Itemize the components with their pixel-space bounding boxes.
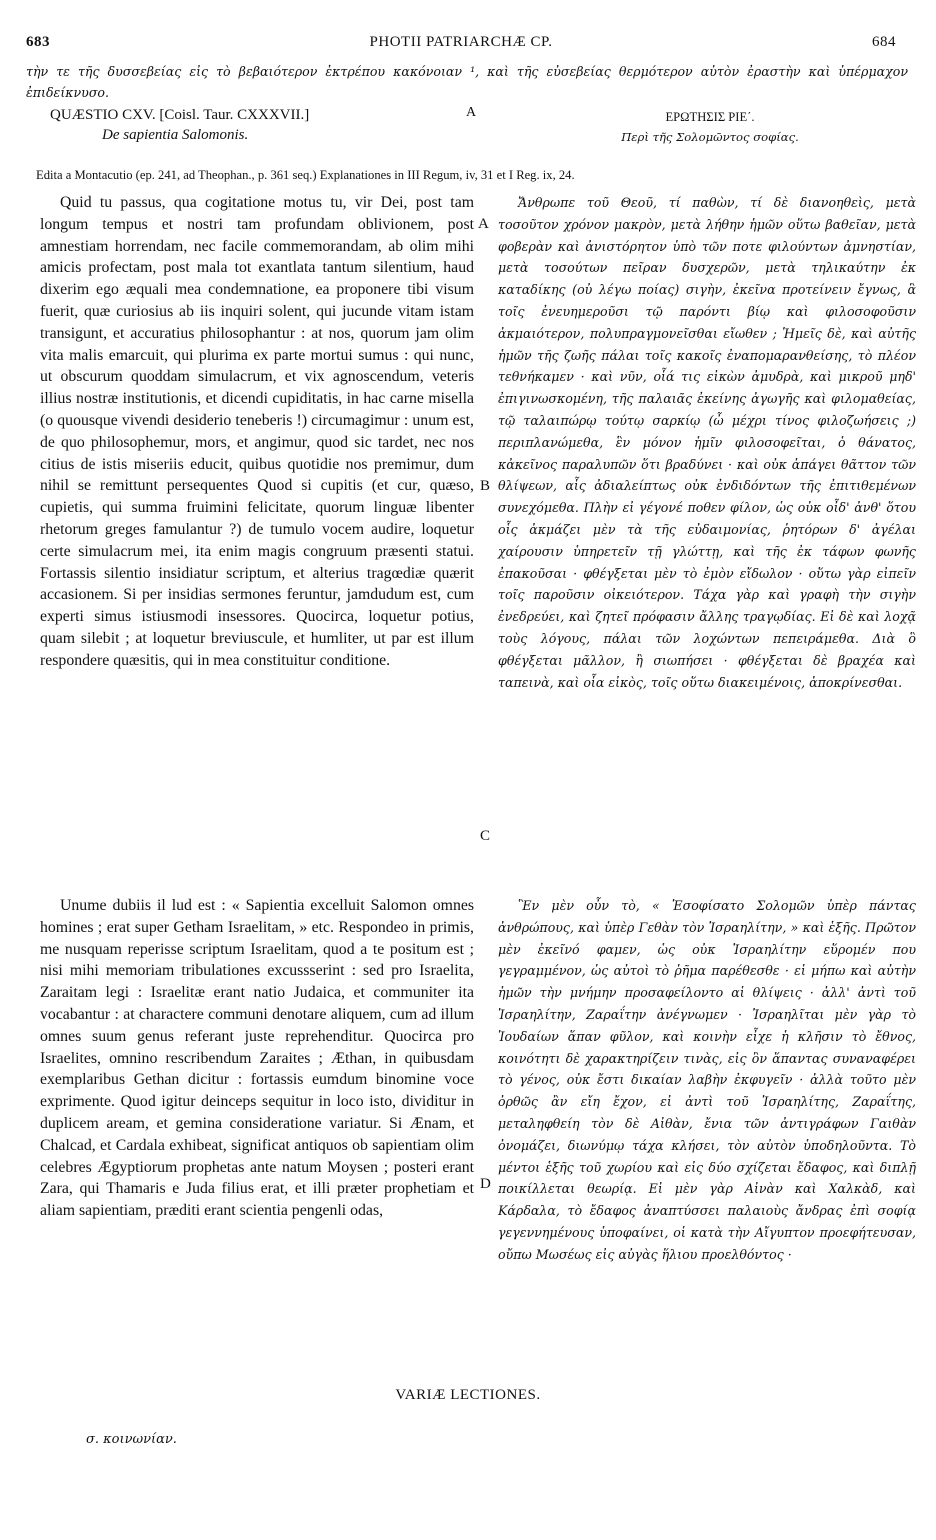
margin-letter-c: C: [480, 828, 491, 844]
greek-paragraph-1: [498, 192, 916, 693]
section-marker: A: [466, 105, 477, 120]
latin-paragraph-1: [40, 192, 474, 672]
greek-text: Ἓν μὲν οὖν τὸ, « Ἐσοφίσατο Σολομῶν ὑπὲρ πάντας ἀνθρώπους, καὶ ὑπὲρ Γεθὰν τὸν Ἰσραηλίτην, » καὶ ἑξῆς. Πρῶτον μὲν ἐκεῖνό φαμεν, ὡς οὐκ Ἰσραηλίτην εὕρομέν που γεγραμμένον, ὡς αὐτοὶ τὸ ῥῆμα παρέθεσθε · εἰ μήπω καὶ αὐτὴν ἡμῶν τὴν μνήμην προσαφείλοντο αἱ θλίψεις · ἀλλ' ἀντὶ τοῦ Ἰσραηλίτην, Ζαραΐτην ἀνέγνωμεν · Ἰσραηλῖται μὲν γὰρ τὸ Ἰουδαίων ἅπαν φῦλον, καὶ κοινὴν εἶχε ἡ κλῆσιν τὸ ἔθνος, κοινότητι δὲ χαρακτηρίζειν τινὰς, εἰς ὃν ἅπαντας συναναφέρει τὸ γένος, οὐκ ἔστι δικαίαν λαβὴν ἐκφυγεῖν · ἀλλὰ τοῦτο μὲν ὀρθῶς ἂν εἴη ἔχον, εἰ ἀντὶ τοῦ Ἰσραηλίτης, Ζαραΐτης, μεταληφθείη τὸν δὲ Αἰθὰν, ἔνια τῶν ἀντιγράφων Γαιθὰν ὀνομάζει, διωνύμῳ τάχα κλήσει, τὸν αὐτὸν ὑποδηλοῦντα. Τὸ μέντοι ἑξῆς τοῦ χωρίου καὶ εἰς δύο σχίζεται ἔδαφος, καὶ διπλῇ ποικίλλεται θεωρίᾳ. Εἰ μὲν γὰρ Αἰνὰν καὶ Χαλκὰδ, καὶ Κάρδαλα, τὸ ἔδαφος ἀναπτύσσει παλαιοὺς ἄνδρας ἐπὶ σοφίᾳ γεγεννημένους ὑποφαίνει, οἱ κατὰ τὴν Αἴγυπτον προεφήτευσαν, οὔπω Μωσέως εἰς αὐγὰς ἥλιου προελθόντος ·: [498, 898, 916, 1262]
greek-question-subtitle: Περὶ τῆς Σολομῶντος σοφίας.: [621, 130, 799, 144]
latin-paragraph-2: [40, 895, 474, 1222]
latin-question-subtitle: De sapientia Salomonis.: [102, 127, 249, 143]
latin-question-heading: [50, 105, 309, 145]
page-number-left: 683: [26, 34, 50, 50]
greek-continuation: τὴν τε τῆς δυσσεβείας εἰς τὸ βεβαιότερον ἐκτρέπου κακόνοιαν ¹, καὶ τῆς εὐσεβείας θερμότερον αὐτὸν ἐραστὴν καὶ ὑπέρμαχον ἐπιδείκνυσο.: [26, 64, 908, 100]
running-head: [26, 34, 896, 58]
edition-note: Edita a Montacutio (ep. 241, ad Theophan., p. 361 seq.) Explanationes in III Regum, iv, 31 et I Reg. ix, 24.: [36, 168, 575, 182]
variae-lectiones-heading: VARIÆ LECTIONES.: [395, 1387, 541, 1403]
running-title: PHOTII PATRIARCHÆ CP.: [369, 34, 553, 50]
latin-text: Quid tu passus, qua cogitatione motus tu, vir Dei, post tam longum tempus et nostri tam profundam oblivionem, post amnestiam horrendam, nec facile commemorandam, ab olim mihi amicis profectam, post mala tot exantlata tantum silentium, haud dixerim ego æquali mea condemnatione, ea proponere tibi visum fuerit, quæ curiosius ab iis inquiri solent, qui jucunde vitam istam transigunt, et accuratius philosophantur : at nos, quorum jam olim vita malis emarcuit, qui plurima ex parte mortui sumus : qui nunc, ut obscurum quoddam simulacrum, et vix agnoscendum, veteris illius nostræ institutionis, et dicendi cupiditatis, in hac carne misella (o quousque vivendi desiderio teneberis !) circumagimur : unum est, de quo philosophemur, mors, et angimur, quod sic tardet, nec nos citius de istis miseriis educit, quibus quotidie nos premimur, dum nihil se remittunt persequentes Quod si cupitis (et cur, quæso, cupietis, qui summa fruimini felicitate, quorum linguæ libenter rhetorum greges famulantur ?) de tumulo vocem audire, loquetur certe simulacrum mei, ita enim magis congruum præsenti statui. Fortassis silentio insidiatur scriptum, et alterius tragœdiæ quærit accasionem. Si per insidias sermones feruntur, jamdudum est, cum experti simus istiusmodi insessores. Quocirca, loquetur potius, quam silebit ; at loquetur breviuscule, et humliter, ut par est illum respondere quæsitis, qui in mea constituitur conditione.: [40, 194, 474, 669]
margin-letter-b: B: [480, 478, 491, 494]
margin-letter-a: A: [478, 216, 489, 232]
greek-paragraph-2: [498, 895, 916, 1266]
greek-text: Ἄνθρωπε τοῦ Θεοῦ, τί παθὼν, τί δὲ διανοηθεὶς, μετὰ τοσοῦτον χρόνον μακρὸν, μετὰ λήθην ἡμῶν οὕτω βαθεῖαν, μετὰ φοβερὰν καὶ ἀνιστόρητον ὑπὸ τῶν ποτε φιλούντων ἀμνηστίαν, μετὰ τοσούτων πεῖραν δυσχερῶν, μετὰ τηλικαύτην ἐκ καταδίκης (οὐ λέγω ποίας) σιγὴν, ἐκεῖνα προτείνειν ἔγνως, ἃ τοῖς ἐνευημεροῦσι τῷ παρόντι βίῳ καὶ φιλοσοφοῦσιν ἀκμαιότερον, πολυπραγμονεῖσθαι εἴωθεν ; Ἡμεῖς δὲ, καὶ αὐτῆς ἡμῶν τῆς ζωῆς πάλαι τοῖς κακοῖς ἐναπομαρανθείσης, τὸ πλέον τεθνήκαμεν · καὶ νῦν, οἷά τις εἰκὼν ἀμυδρὰ, καὶ μικροῦ μηδ' ἐπιγινωσκομένη, τῆς παλαιᾶς ἐκείνης ἀγωγῆς καὶ φιλομαθείας, τῷ ταλαιπώρῳ τούτῳ σαρκίῳ (ὦ μέχρι τίνος φιλοζωήσεις ;) περιπλανώμεθα, ἓν μόνον ἡμῖν φιλοσοφεῖται, ὁ θάνατος, κἀκεῖνος παραλυπῶν ὅτι βραδύνει · καὶ οὐκ ἀπάγει θᾶττον τῶν θλίψεων, αἷς ἀδιαλείπτως οὐκ ἐνδιδόντων τῆς ἐπιτιθεμένων συνεχόμεθα. Πλὴν εἰ γέγονέ ποθεν φίλον, ὡς οὐκ οἶδ' ἀνθ' ὅτου οἷς ἀκμάζει μὲν τὰ τῆς εὐδαιμονίας, ῥητόρων δ' ἀγέλαι χαίρουσιν ὑπηρετεῖν τῇ γλώττῃ, καὶ τῆς ἐκ τάφων φωνῆς ἐπακοῦσαι · φθέγξεται μὲν τὸ ἐμὸν εἴδωλον · οὕτω γὰρ εἰπεῖν τοῖς παροῦσιν οἰκειότερον. Τάχα γὰρ καὶ γραφὴ τὴν σιγὴν ἐνεδρεύει, καὶ ζητεῖ πρόφασιν ἄλλης τραγῳδίας. Εἰ δὲ καὶ λοχᾷ τοὺς λόγους, πάλαι τῶν λοχώντων πεπειράμεθα. Διὰ ὃ φθέγξεται μᾶλλον, ἢ σιωπήσει · φθέγξεται δὲ βραχέα καὶ ταπεινὰ, καὶ οἷα εἰκὸς, τοῖς οὕτω διακειμένοις, ἀποκρίνεσθαι.: [498, 195, 916, 690]
latin-question-title: QUÆSTIO CXV. [Coisl. Taur. CXXXVII.]: [50, 107, 310, 123]
margin-letter-d: D: [480, 1176, 491, 1192]
variant-reading-note: σ. κοινωνίαν.: [86, 1432, 177, 1447]
latin-text: Unume dubiis il lud est : « Sapientia excelluit Salomon omnes homines ; erat super Getham Israelitam, » etc. Respondeo in primis, me nusquam reperisse scriptum Israelitam, quod a te positum est ; nisi mihi memoriam tribulationes excussserint : sed pro Israelita, Zaraitam legi : Israelitæ erant natio Judaica, et communiter ita vocabantur : at charactere communi denotare aliquem, cum ad illum omnes suum genus referant juste reprehenditur. Quocirca pro Israelites, omnino rescribendum Zaraites ; Æthan, in quibusdam exemplaribus Gethan dicitur : fortassis eumdum binomine voce exprimente. Quod igitur deinceps sequitur in loco isto, dividitur in duplicem aream, et gemina consideratione variatur. Si Ænam, et Chalcad, et Cardala exhibeat, significat antiquos ob sapientiam olim celebres Ægyptiorum prophetas ante natum Moysen ; posteri erant Zara, qui Thamaris e Juda filius erat, et illi præter prophetiam et aliam sapientiam, præditi erant scientia pengenli odas,: [40, 897, 474, 1220]
greek-question-heading: [560, 107, 860, 147]
greek-question-title: ΕΡΩΤΗΣΙΣ ΡΙΕ΄.: [665, 110, 755, 124]
page-number-right: 684: [872, 34, 896, 50]
